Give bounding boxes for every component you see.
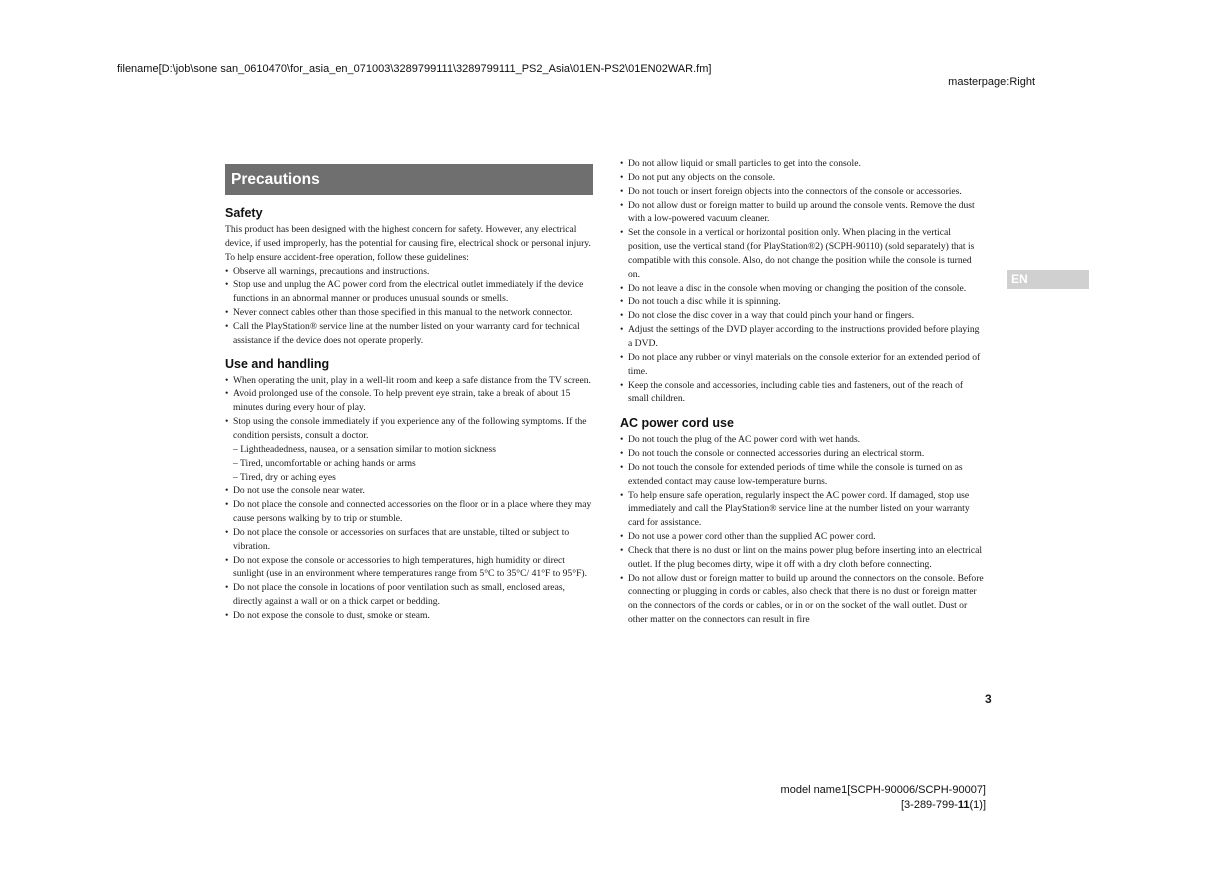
list-item: • Do not use a power cord other than the supplied AC power cord.	[620, 530, 986, 544]
list-item: • Do not touch a disc while it is spinning.	[620, 295, 986, 309]
list-item: • Do not allow dust or foreign matter to build up around the connectors on the console. Before connecting or plugging in cords or cables, also check that there is no dust or foreign matter on the connectors of the cords or cables, or in or on the socket of the wall outlet. Dust or other matter on the connectors can result in fire	[620, 572, 986, 627]
list-item: • Do not touch the console or connected accessories during an electrical storm.	[620, 447, 986, 461]
list-item: • Never connect cables other than those specified in this manual to the network connector.	[225, 306, 593, 320]
safety-list	[225, 265, 593, 348]
list-item: • Do not close the disc cover in a way that could pinch your hand or fingers.	[620, 309, 986, 323]
list-item: • Do not touch the console for extended periods of time while the console is turned on as extended contact may cause low-temperature burns.	[620, 461, 986, 489]
list-item: • Do not put any objects on the console.	[620, 171, 986, 185]
model-code: [3-289-799-11(1)]	[900, 799, 986, 811]
list-item: • Do not leave a disc in the console when moving or changing the position of the console.	[620, 282, 986, 296]
list-item: • Do not place any rubber or vinyl materials on the console exterior for an extended period of time.	[620, 351, 986, 379]
list-item: • Do not expose the console or accessories to high temperatures, high humidity or direct sunlight (use in an environment where temperatures range from 5°C to 35°C/ 41°F to 95°F).	[225, 554, 593, 582]
language-tab: EN	[1007, 270, 1089, 289]
page-title: Precautions	[225, 164, 593, 195]
left-column	[225, 157, 593, 623]
model-name: model name1[SCPH-90006/SCPH-90007]	[780, 784, 986, 796]
symptom-item: – Tired, uncomfortable or aching hands or arms	[233, 457, 416, 469]
symptom-item: – Tired, dry or aching eyes	[233, 471, 336, 483]
use-handling-list	[225, 374, 593, 623]
safety-heading: Safety	[225, 206, 263, 220]
masterpage-label: masterpage:Right	[948, 76, 1035, 88]
handling-continued-list	[620, 157, 986, 406]
list-item: • Do not allow liquid or small particles to get into the console.	[620, 157, 986, 171]
list-item: • Stop use and unplug the AC power cord from the electrical outlet immediately if the device functions in an abnormal manner or produces unusual sounds or smells.	[225, 278, 593, 306]
list-item	[225, 415, 593, 484]
list-item: • Avoid prolonged use of the console. To help prevent eye strain, take a break of about 15 minutes during every hour of play.	[225, 387, 593, 415]
list-item: • Set the console in a vertical or horizontal position only. When placing in the vertical position, use the vertical stand (for PlayStation®2) (SCPH-90110) (sold separately) that is compatible with this console. Also, do not change the position while the console is turned on.	[620, 226, 986, 281]
page-number: 3	[985, 692, 992, 706]
list-item: • When operating the unit, play in a well-lit room and keep a safe distance from the TV screen.	[225, 374, 593, 388]
list-item: • Do not place the console or accessories on surfaces that are unstable, tilted or subject to vibration.	[225, 526, 593, 554]
list-item: • Do not touch or insert foreign objects into the connectors of the console or accessories.	[620, 185, 986, 199]
list-item: • Do not place the console in locations of poor ventilation such as small, enclosed areas, directly against a wall or on a thick carpet or bedding.	[225, 581, 593, 609]
symptom-item: – Lightheadedness, nausea, or a sensation similar to motion sickness	[233, 443, 496, 455]
ac-power-list	[620, 433, 986, 627]
list-item: • Keep the console and accessories, including cable ties and fasteners, out of the reach of small children.	[620, 379, 986, 407]
filename-label: filename[D:\job\sone san_0610470\for_asia_en_071003\3289799111\3289799111_PS2_Asia\01EN-PS2\01EN02WAR.fm]	[117, 63, 712, 75]
list-item: • Do not touch the plug of the AC power cord with wet hands.	[620, 433, 986, 447]
list-item: • Do not use the console near water.	[225, 484, 593, 498]
list-item: • Observe all warnings, precautions and instructions.	[225, 265, 593, 279]
model-footer	[781, 783, 986, 813]
list-item: • To help ensure safe operation, regularly inspect the AC power cord. If damaged, stop use immediately and call the PlayStation® service line at the number listed on your warranty card for assistance.	[620, 489, 986, 531]
use-handling-heading: Use and handling	[225, 356, 330, 371]
safety-intro: This product has been designed with the highest concern for safety. However, any electrical device, if used improperly, has the potential for causing fire, electrical shock or personal injury. To help ensure accident-free operation, follow these guidelines:	[225, 224, 591, 263]
list-item: • Check that there is no dust or lint on the mains power plug before inserting into an electrical outlet. If the plug becomes dirty, wipe it off with a dry cloth before connecting.	[620, 544, 986, 572]
symptoms-list	[233, 443, 593, 485]
symptoms-intro: Stop using the console immediately if you experience any of the following symptoms. If the condition persists, consult a doctor.	[233, 416, 587, 441]
list-item: • Call the PlayStation® service line at the number listed on your warranty card for technical assistance if the device does not operate properly.	[225, 320, 593, 348]
list-item: • Do not place the console and connected accessories on the floor or in a place where they may cause persons walking by to trip or stumble.	[225, 498, 593, 526]
list-item: • Adjust the settings of the DVD player according to the instructions provided before playing a DVD.	[620, 323, 986, 351]
ac-power-heading: AC power cord use	[620, 416, 734, 431]
list-item: • Do not allow dust or foreign matter to build up around the console vents. Remove the dust with a low-powered vacuum cleaner.	[620, 199, 986, 227]
right-column	[620, 157, 986, 627]
list-item: • Do not expose the console to dust, smoke or steam.	[225, 609, 593, 623]
